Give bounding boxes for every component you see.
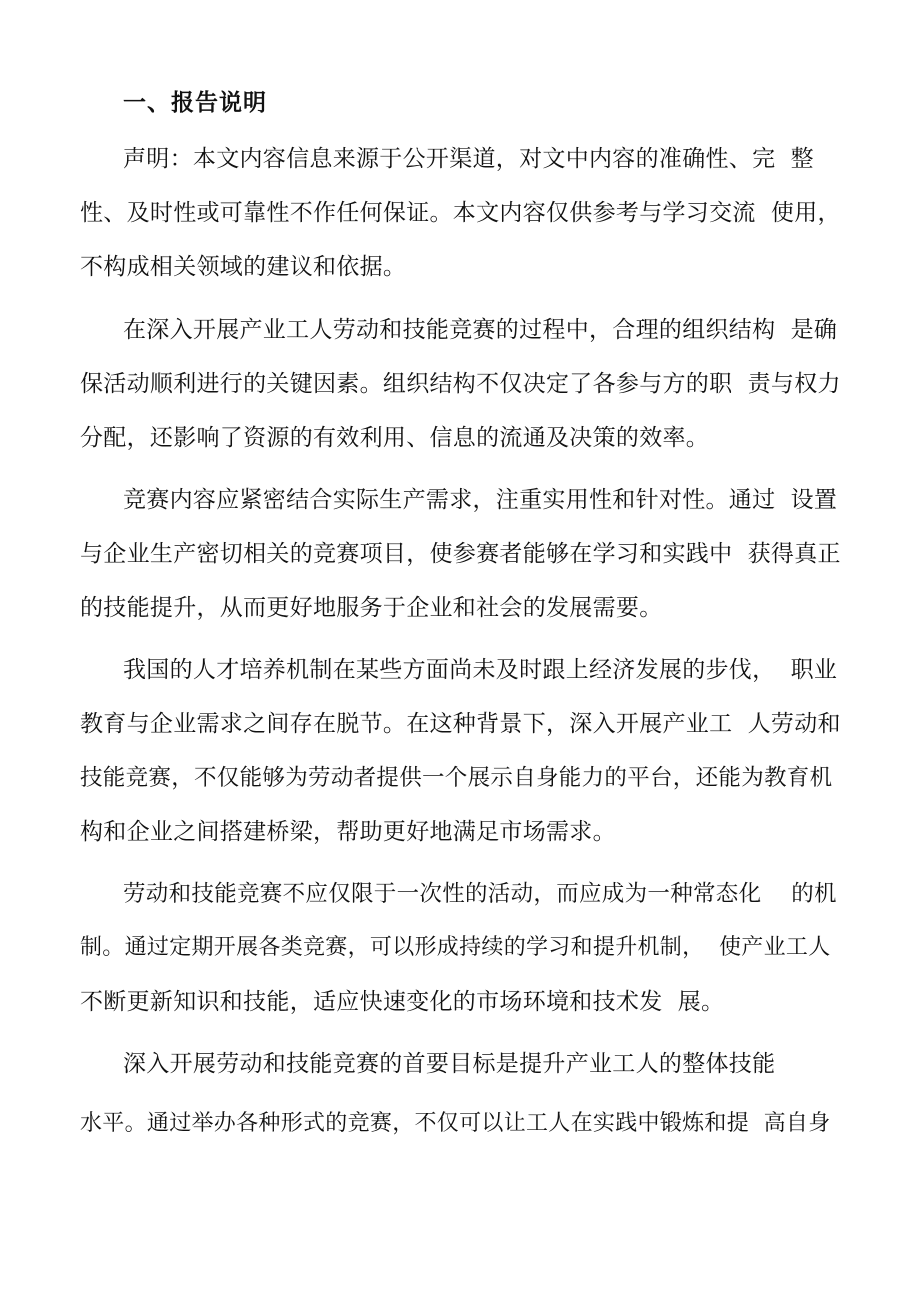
paragraph-5-line-2: 制。通过定期开展各类竞赛，可以形成持续的学习和提升机制， 使产业工人 [80,935,831,960]
paragraph-4-line-4: 构和企业之间搭建桥梁，帮助更好地满足市场需求。 [80,819,616,845]
paragraph-2-line-2: 保活动顺利进行的关键因素。组织结构不仅决定了各参与方的职 责与权力 [80,371,841,397]
paragraph-1-line-1: 声明：本文内容信息来源于公开渠道，对文中内容的准确性、完 整 [123,146,814,172]
paragraph-2-line-1: 在深入开展产业工人劳动和技能竞赛的过程中，合理的组织结构 是确 [123,317,838,343]
section-heading: 一、报告说明 [123,89,267,116]
paragraph-4-line-1: 我国的人才培养机制在某些方面尚未及时跟上经济发展的步伐， 职业 [123,657,838,683]
paragraph-4-line-2: 教育与企业需求之间存在脱节。在这种背景下，深入开展产业工 人劳动和 [80,711,841,737]
paragraph-3-line-1: 竞赛内容应紧密结合实际生产需求，注重实用性和针对性。通过 设置 [123,487,838,513]
paragraph-6-line-1: 深入开展劳动和技能竞赛的首要目标是提升产业工人的整体技能 [123,1051,776,1077]
paragraph-2-line-3: 分配，还影响了资源的有效利用、信息的流通及决策的效率。 [80,425,710,451]
paragraph-1-line-3: 不构成相关领域的建议和依据。 [80,254,407,280]
paragraph-5-line-3: 不断更新知识和技能，适应快速变化的市场环境和技术发 展。 [80,989,725,1015]
paragraph-3-line-3: 的技能提升，从而更好地服务于企业和社会的发展需要。 [80,595,663,621]
paragraph-6-line-2: 水平。通过举办各种形式的竞赛，不仅可以让工人在实践中锻炼和提 高自身 [80,1111,831,1136]
paragraph-5-line-1: 劳动和技能竞赛不应仅限于一次性的活动，而应成为一种常态化 的机 [123,881,837,907]
paragraph-1-line-2: 性、及时性或可靠性不作任何保证。本文内容仅供参考与学习交流 使用， [80,200,841,226]
paragraph-4-line-3: 技能竞赛，不仅能够为劳动者提供一个展示自身能力的平台，还能为教育机 [80,765,833,791]
paragraph-3-line-2: 与企业生产密切相关的竞赛项目，使参赛者能够在学习和实践中 获得真正 [80,541,841,567]
